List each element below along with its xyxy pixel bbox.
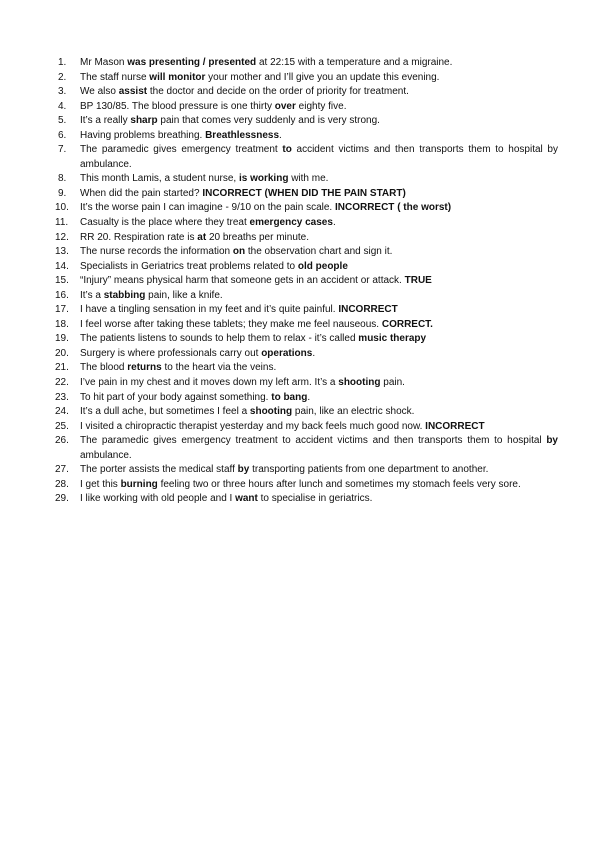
item-text: . bbox=[279, 129, 282, 141]
item-answer-bold: old people bbox=[297, 260, 348, 272]
item-answer-bold: CORRECT. bbox=[381, 318, 433, 330]
item-answer-bold: to bang bbox=[271, 391, 308, 403]
item-number: 19. bbox=[55, 333, 69, 345]
list-item bbox=[0, 56, 600, 71]
item-text: Mr Mason bbox=[80, 57, 128, 68]
item-text: the doctor and decide on the order of priority for treatment. bbox=[147, 86, 409, 98]
item-text: feeling two or three hours after lunch and sometimes my stomach feels very sore. bbox=[157, 478, 521, 490]
item-text: the observation chart and sign it. bbox=[245, 246, 393, 258]
item-text: Having problems breathing. bbox=[80, 129, 206, 141]
list-item bbox=[0, 478, 600, 493]
list-item bbox=[0, 361, 600, 376]
item-text: accident victims and then transports them to hospital by ambulance. bbox=[80, 144, 558, 170]
item-number: 16. bbox=[55, 289, 69, 301]
item-text: The paramedic gives emergency treatment to accident victims and then transports them to hospital bbox=[80, 435, 547, 447]
item-text: pain, like an electric shock. bbox=[292, 406, 415, 418]
item-answer-bold: Breathlessness bbox=[205, 129, 280, 141]
item-number: 22. bbox=[55, 377, 69, 389]
item-text: I visited a chiropractic therapist yesterday and my back feels much good now. bbox=[80, 420, 426, 432]
list-item bbox=[0, 245, 600, 260]
item-answer-bold: to bbox=[282, 144, 292, 156]
item-answer-bold: over bbox=[274, 100, 296, 112]
item-number: 1. bbox=[58, 57, 67, 68]
item-number: 24. bbox=[55, 406, 69, 418]
item-text: your mother and I’ll give you an update this evening. bbox=[205, 71, 440, 83]
item-text: eighty five. bbox=[295, 100, 347, 112]
item-number: 11. bbox=[55, 217, 69, 229]
list-item bbox=[0, 85, 600, 100]
list-item bbox=[0, 420, 600, 435]
item-text: The porter assists the medical staff bbox=[80, 464, 238, 476]
item-text: The blood bbox=[80, 362, 128, 374]
item-text: It’s a dull ache, but sometimes I feel a bbox=[80, 406, 250, 418]
item-answer-bold: at bbox=[197, 231, 207, 243]
item-answer-bold: is working bbox=[238, 173, 289, 185]
item-number: 29. bbox=[55, 493, 69, 505]
item-answer-bold: INCORRECT (WHEN DID THE PAIN START) bbox=[202, 187, 406, 199]
item-answer-bold: by bbox=[237, 464, 250, 476]
item-number: 8. bbox=[58, 173, 67, 185]
item-answer-bold: stabbing bbox=[103, 289, 146, 301]
item-text: We also bbox=[80, 86, 119, 98]
item-number: 21. bbox=[55, 362, 69, 374]
list-item bbox=[0, 172, 600, 187]
item-text: to the heart via the veins. bbox=[161, 362, 277, 374]
item-text: pain, like a knife. bbox=[145, 289, 223, 301]
item-text: The nurse records the information bbox=[80, 246, 233, 258]
list-item bbox=[0, 114, 600, 129]
item-text: I’ve pain in my chest and it moves down my left arm. It’s a bbox=[80, 377, 339, 389]
item-answer-bold: INCORRECT ( the worst) bbox=[334, 202, 452, 214]
list-item bbox=[0, 332, 600, 347]
list-item bbox=[0, 434, 600, 463]
item-text: pain. bbox=[380, 377, 405, 389]
item-text: Casualty is the place where they treat bbox=[80, 217, 250, 229]
item-number: 25. bbox=[55, 420, 69, 432]
item-text: I get this bbox=[80, 478, 121, 490]
item-text: The paramedic gives emergency treatment bbox=[80, 144, 283, 156]
item-number: 28. bbox=[55, 478, 69, 490]
item-answer-bold: music therapy bbox=[358, 333, 427, 345]
list-item bbox=[0, 347, 600, 362]
item-answer-bold: TRUE bbox=[404, 275, 432, 287]
item-answer-bold: will monitor bbox=[149, 71, 206, 83]
item-number: 6. bbox=[58, 129, 67, 141]
item-number: 3. bbox=[58, 86, 67, 98]
list-item bbox=[0, 274, 600, 289]
item-answer-bold: want bbox=[235, 493, 258, 505]
list-item bbox=[0, 492, 600, 507]
item-number: 26. bbox=[55, 435, 69, 447]
item-answer-bold: operations bbox=[261, 347, 313, 359]
list-item bbox=[0, 405, 600, 420]
item-number: 5. bbox=[58, 115, 67, 127]
item-answer-bold: on bbox=[232, 246, 246, 258]
item-number: 17. bbox=[55, 304, 69, 316]
item-answer-bold: sharp bbox=[130, 115, 158, 127]
item-number: 14. bbox=[55, 260, 69, 272]
item-answer-bold: was presenting / presented bbox=[127, 57, 257, 68]
item-text: RR 20. Respiration rate is bbox=[80, 231, 198, 243]
item-answer-bold: shooting bbox=[338, 377, 381, 389]
item-text: Surgery is where professionals carry out bbox=[80, 347, 262, 359]
item-text: It’s a bbox=[80, 289, 104, 301]
item-text: It’s the worse pain I can imagine - 9/10 on the pain scale. bbox=[80, 202, 335, 214]
item-text: to specialise in geriatrics. bbox=[257, 493, 373, 505]
item-text: transporting patients from one department to another. bbox=[249, 464, 489, 476]
item-number: 23. bbox=[55, 391, 69, 403]
list-item bbox=[0, 100, 600, 115]
item-text: BP 130/85. The blood pressure is one thirty bbox=[80, 100, 275, 112]
item-number: 15. bbox=[55, 275, 69, 287]
list-item bbox=[0, 463, 600, 478]
item-answer-bold: emergency cases bbox=[249, 217, 333, 229]
item-text: . bbox=[307, 391, 311, 403]
item-answer-bold: shooting bbox=[249, 406, 293, 418]
item-text: . bbox=[332, 217, 336, 229]
list-item bbox=[0, 216, 600, 231]
list-item bbox=[0, 260, 600, 275]
item-number: 13. bbox=[55, 246, 69, 258]
item-text: When did the pain started? bbox=[80, 187, 203, 199]
list-item bbox=[0, 376, 600, 391]
item-text: To hit part of your body against something. bbox=[80, 391, 272, 403]
item-answer-bold: assist bbox=[118, 86, 148, 98]
item-text: . bbox=[312, 347, 316, 359]
item-text: Specialists in Geriatrics treat problems related to bbox=[80, 260, 298, 272]
list-item bbox=[0, 289, 600, 304]
item-answer-bold: INCORRECT bbox=[338, 304, 398, 316]
list-item bbox=[0, 201, 600, 216]
item-text: at 22:15 with a temperature and a migraine. bbox=[256, 57, 453, 68]
list-item bbox=[0, 71, 600, 86]
item-text: 20 breaths per minute. bbox=[206, 231, 310, 243]
item-text: This month Lamis, a student nurse, bbox=[80, 173, 239, 185]
list-item bbox=[0, 143, 600, 172]
list-item bbox=[0, 129, 600, 144]
item-text: I like working with old people and I bbox=[80, 493, 236, 505]
item-text: with me. bbox=[288, 173, 329, 185]
item-answer-bold: INCORRECT bbox=[425, 420, 485, 432]
item-text: pain that comes very suddenly and is very strong. bbox=[157, 115, 380, 127]
item-text: I feel worse after taking these tablets; they make me feel nauseous. bbox=[80, 318, 382, 330]
list-item bbox=[0, 231, 600, 246]
item-number: 27. bbox=[55, 464, 69, 476]
item-text: I have a tingling sensation in my feet and it’s quite painful. bbox=[80, 304, 339, 316]
item-text: The patients listens to sounds to help them to relax - it’s called bbox=[80, 333, 359, 345]
item-answer-bold: by bbox=[546, 435, 558, 447]
item-number: 2. bbox=[58, 71, 67, 83]
item-number: 10. bbox=[55, 202, 69, 214]
item-number: 18. bbox=[55, 318, 69, 330]
item-text: It’s a really bbox=[80, 115, 131, 127]
list-item bbox=[0, 303, 600, 318]
list-item bbox=[0, 318, 600, 333]
item-number: 9. bbox=[58, 187, 67, 199]
item-text: “Injury” means physical harm that someone gets in an accident or attack. bbox=[80, 275, 405, 287]
item-number: 7. bbox=[58, 144, 67, 156]
item-answer-bold: returns bbox=[127, 362, 162, 374]
item-number: 20. bbox=[55, 347, 69, 359]
numbered-answer-list bbox=[0, 56, 600, 507]
item-answer-bold: burning bbox=[120, 478, 158, 490]
item-text: The staff nurse bbox=[80, 71, 150, 83]
list-item bbox=[0, 391, 600, 406]
item-number: 4. bbox=[58, 100, 67, 112]
item-number: 12. bbox=[55, 231, 69, 243]
list-item bbox=[0, 187, 600, 202]
item-text: ambulance. bbox=[80, 449, 132, 461]
